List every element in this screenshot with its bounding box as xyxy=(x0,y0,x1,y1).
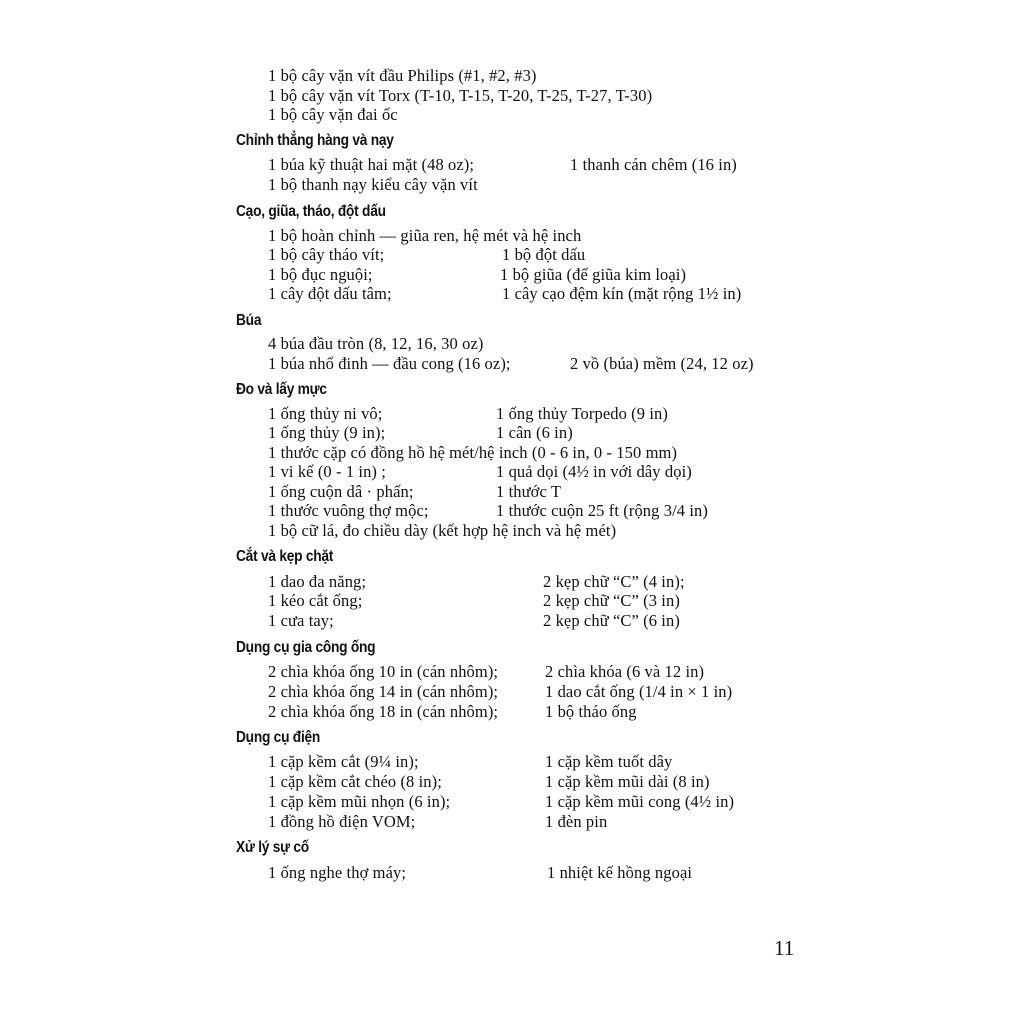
list-item: 1 đồng hồ điện VOM; xyxy=(268,812,416,831)
list-item: 1 bộ thanh nạy kiểu cây vặn vít xyxy=(268,175,478,194)
list-item: 1 bộ hoàn chỉnh — giũa ren, hệ mét và hệ inch xyxy=(268,226,582,245)
list-item: 1 búa kỹ thuật hai mặt (48 oz); xyxy=(268,155,475,174)
list-item: 1 cặp kềm cắt (9¼ in); xyxy=(268,752,419,771)
list-item: 1 ống nghe thợ máy; xyxy=(268,863,407,882)
page-number: 11 xyxy=(774,936,795,960)
list-item: 2 chìa khóa (6 và 12 in) xyxy=(545,662,705,681)
list-item: 1 thước cuộn 25 ft (rộng 3/4 in) xyxy=(496,501,708,520)
list-item: 2 chìa khóa ống 14 in (cán nhôm); xyxy=(268,682,499,701)
list-item: 1 bộ đục nguội; xyxy=(268,265,373,284)
list-item: 2 kẹp chữ “C” (6 in) xyxy=(543,611,680,630)
list-item: 2 chìa khóa ống 18 in (cán nhôm); xyxy=(268,702,499,721)
section-heading: Cắt và kẹp chặt xyxy=(236,548,334,565)
section-heading: Xử lý sự cố xyxy=(236,839,309,856)
list-item: 1 cân (6 in) xyxy=(496,423,573,442)
list-item: 1 dao cắt ống (1/4 in × 1 in) xyxy=(545,682,733,701)
list-item: 2 kẹp chữ “C” (3 in) xyxy=(543,591,680,610)
section-heading: Dụng cụ gia công ống xyxy=(236,639,376,656)
list-item: 1 thanh cán chêm (16 in) xyxy=(570,155,737,174)
list-item: 1 kéo cắt ống; xyxy=(268,591,363,610)
list-item: 1 bộ giũa (để giũa kim loại) xyxy=(500,265,687,284)
list-item: 2 vồ (búa) mềm (24, 12 oz) xyxy=(570,354,754,373)
list-item: 2 chìa khóa ống 10 in (cán nhôm); xyxy=(268,662,499,681)
list-item: 1 thước T xyxy=(496,482,562,501)
list-item: 1 đèn pin xyxy=(545,812,608,831)
list-item: 1 cây cạo đệm kín (mặt rộng 1½ in) xyxy=(502,284,742,303)
list-item: 1 vi kế (0 - 1 in) ; xyxy=(268,462,386,481)
list-item: 1 thước vuông thợ mộc; xyxy=(268,501,429,520)
list-item: 4 búa đầu tròn (8, 12, 16, 30 oz) xyxy=(268,334,484,353)
list-item: 1 nhiệt kế hồng ngoại xyxy=(547,863,693,882)
list-item: 1 cặp kềm mũi cong (4½ in) xyxy=(545,792,735,811)
list-item: 1 thước cặp có đồng hồ hệ mét/hệ inch (0 - 6 in, 0 - 150 mm) xyxy=(268,443,678,462)
section-heading: Đo và lấy mực xyxy=(236,381,327,398)
section-heading: Chỉnh thẳng hàng và nạy xyxy=(236,132,394,149)
list-item: 1 bộ cây vặn vít đầu Philips (#1, #2, #3) xyxy=(268,66,537,85)
list-item: 1 cặp kềm mũi dài (8 in) xyxy=(545,772,710,791)
section-heading: Cạo, giũa, tháo, đột dấu xyxy=(236,203,386,220)
list-item: 1 bộ cây tháo vít; xyxy=(268,245,385,264)
list-item: 1 bộ đột dấu xyxy=(502,245,586,264)
list-item: 1 bộ cây vặn đai ốc xyxy=(268,105,398,124)
list-item: 1 quả dọi (4½ in với dây dọi) xyxy=(496,462,692,481)
list-item: 1 ống thủy ni vô; xyxy=(268,404,383,423)
list-item: 1 cặp kềm cắt chéo (8 in); xyxy=(268,772,442,791)
list-item: 1 cây đột dấu tâm; xyxy=(268,284,392,303)
list-item: 1 ống thủy (9 in); xyxy=(268,423,386,442)
list-item: 1 bộ cữ lá, đo chiều dày (kết hợp hệ inch và hệ mét) xyxy=(268,521,617,540)
list-item: 1 búa nhổ đinh — đầu cong (16 oz); xyxy=(268,354,511,373)
list-item: 1 cưa tay; xyxy=(268,611,334,630)
list-item: 1 ống thủy Torpedo (9 in) xyxy=(496,404,668,423)
list-item: 2 kẹp chữ “C” (4 in); xyxy=(543,572,685,591)
section-heading: Búa xyxy=(236,312,262,329)
list-item: 1 dao đa năng; xyxy=(268,572,367,591)
section-heading: Dụng cụ điện xyxy=(236,729,321,746)
list-item: 1 cặp kềm tuốt dây xyxy=(545,752,673,771)
list-item: 1 bộ cây vặn vít Torx (T-10, T-15, T-20, T-25, T-27, T-30) xyxy=(268,86,653,105)
list-item: 1 ống cuộn dâ · phấn; xyxy=(268,482,414,501)
list-item: 1 bộ tháo ống xyxy=(545,702,637,721)
list-item: 1 cặp kềm mũi nhọn (6 in); xyxy=(268,792,451,811)
